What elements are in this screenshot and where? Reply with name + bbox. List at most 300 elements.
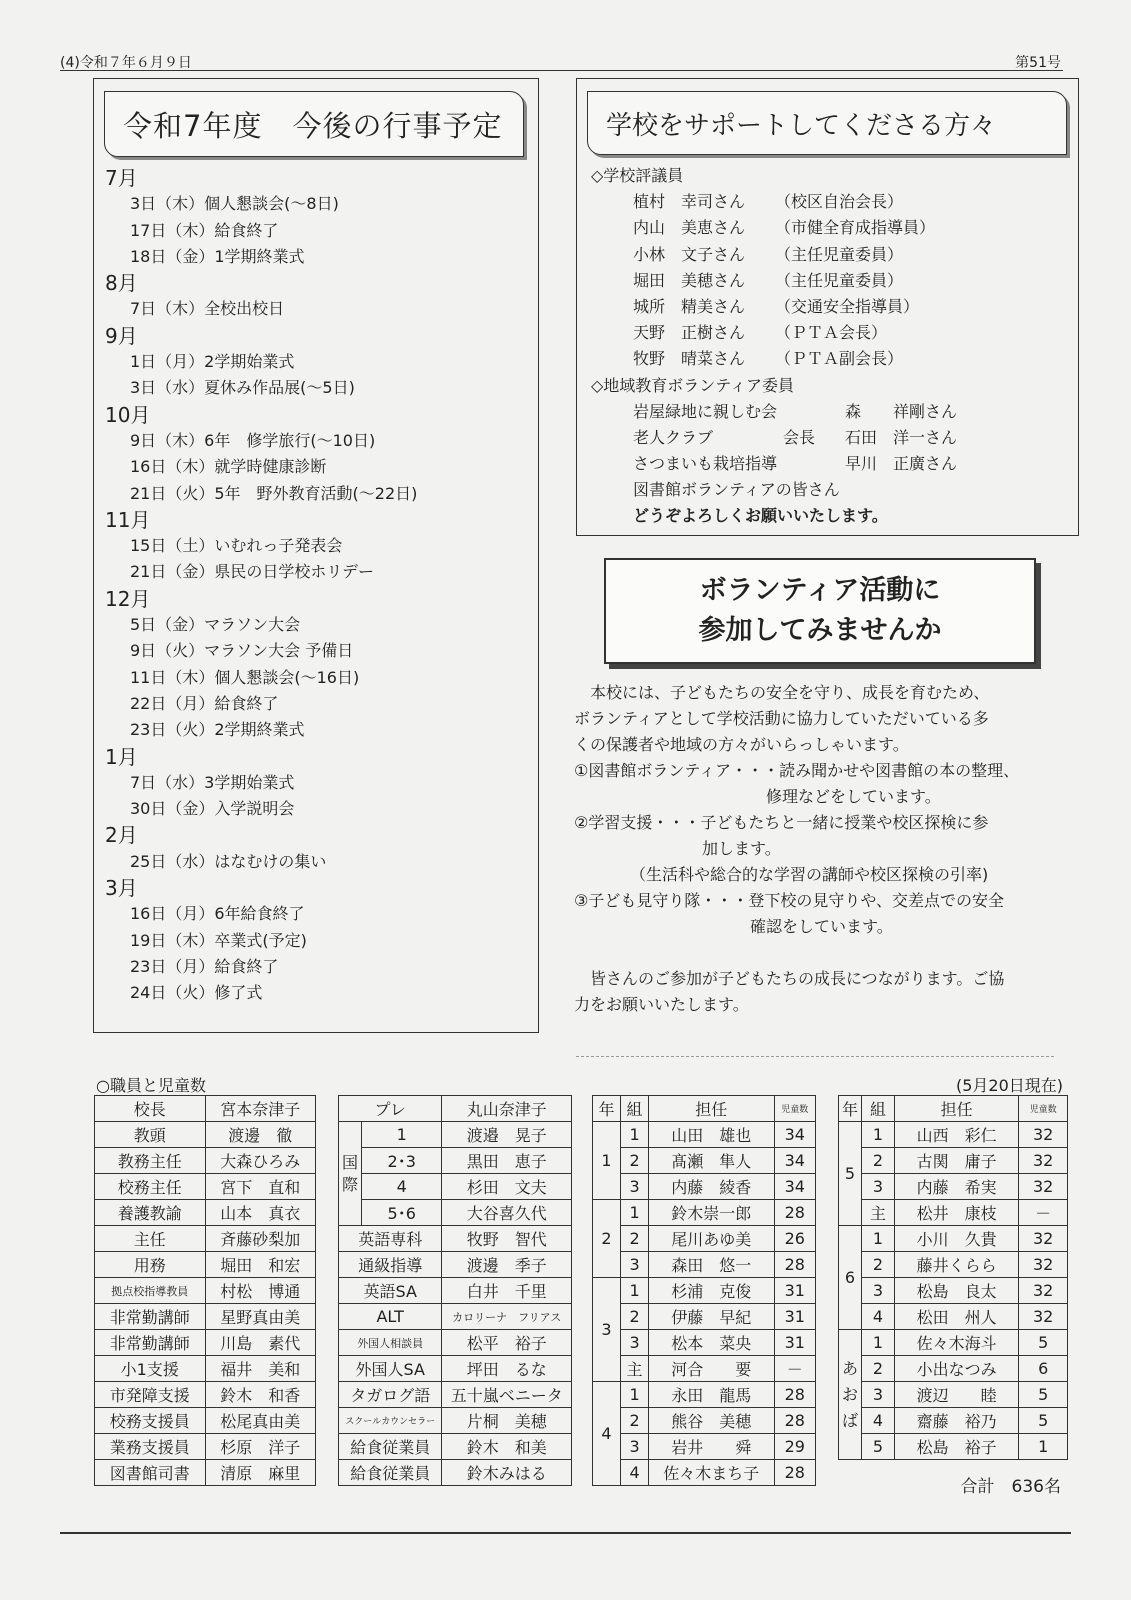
class-teacher: 杉浦 克俊 xyxy=(649,1278,774,1304)
volunteer-org: さつまいも栽培指導 xyxy=(633,454,778,474)
staff-name: 川島 素代 xyxy=(205,1330,316,1356)
councillor-role: （主任児童委員） xyxy=(775,244,904,264)
councillor-heading: ◇学校評議員 xyxy=(591,166,684,185)
class-teacher: 渡辺 睦 xyxy=(894,1382,1018,1408)
class-row xyxy=(593,1148,816,1174)
grade-year: 3 xyxy=(593,1278,621,1382)
specialist-name: 片桐 美穂 xyxy=(442,1408,572,1434)
kokusai-name: 大谷喜久代 xyxy=(442,1200,572,1226)
support-title: 学校をサポートしてくださる方々 xyxy=(587,91,1067,155)
kokusai-name: 杉田 文夫 xyxy=(442,1174,572,1200)
volunteer-line: 修理などをしています。 xyxy=(574,787,941,806)
volunteer-row xyxy=(591,451,1071,477)
schedule-event: 17日（木）給食終了 xyxy=(130,220,279,240)
class-row xyxy=(593,1304,816,1330)
class-count: 5 xyxy=(1019,1330,1068,1356)
schedule-month: 10月 xyxy=(105,402,151,427)
staff-name: 斉藤砂梨加 xyxy=(205,1226,316,1252)
class-count: 32 xyxy=(1019,1148,1068,1174)
staff-role: 小1支援 xyxy=(95,1356,206,1382)
volunteer-line: ③子ども見守り隊・・・登下校の見守りや、交差点での安全 xyxy=(574,891,1005,910)
staff-role: 非常勤講師 xyxy=(95,1304,206,1330)
kokusai-grade: 2･3 xyxy=(362,1148,442,1174)
class-number: 2 xyxy=(621,1148,649,1174)
councillor-row xyxy=(591,189,1071,215)
support-closing: どうぞよろしくお願いいたします。 xyxy=(633,506,888,526)
col-year: 年 xyxy=(839,1096,862,1122)
class-count: 28 xyxy=(774,1460,815,1486)
councillor-role: （校区自治会長） xyxy=(775,192,904,212)
grade-year: あおば xyxy=(839,1330,862,1460)
staff-role: 非常勤講師 xyxy=(95,1330,206,1356)
staff-row xyxy=(95,1096,316,1122)
staff-row xyxy=(95,1434,316,1460)
class-number: 2 xyxy=(862,1252,895,1278)
specialist-role: ALT xyxy=(339,1304,442,1330)
class-row xyxy=(839,1382,1068,1408)
councillor-row xyxy=(591,268,1071,294)
class-number: 3 xyxy=(862,1278,895,1304)
class-count: － xyxy=(774,1356,815,1382)
class-count: 31 xyxy=(774,1330,815,1356)
schedule-event: 22日（月）給食終了 xyxy=(130,693,279,713)
kokusai-grade: 1 xyxy=(362,1122,442,1148)
class-teacher: 鈴木崇一郎 xyxy=(649,1200,774,1226)
staff-name: 清原 麻里 xyxy=(205,1460,316,1486)
class-count: 31 xyxy=(774,1278,815,1304)
date-note: (5月20日現在) xyxy=(955,1076,1063,1095)
staff-role: 図書館司書 xyxy=(95,1460,206,1486)
councillor-role: （主任児童委員） xyxy=(775,270,904,290)
councillor-name: 堀田 美穂さん xyxy=(633,270,746,290)
class-number: 3 xyxy=(862,1174,895,1200)
volunteer-line: ②学習支援・・・子どもたちと一緒に授業や校区探検に参 xyxy=(574,813,989,832)
schedule-event: 21日（火）5年 野外教育活動(～22日) xyxy=(130,483,418,503)
staff-row xyxy=(95,1174,316,1200)
volunteer-name: 森 祥剛さん xyxy=(845,401,958,421)
staff-name: 福井 美和 xyxy=(205,1356,316,1382)
volunteer-text xyxy=(574,680,1054,1018)
specialist-role: 外国人相談員 xyxy=(339,1330,442,1356)
staff-name: 杉原 洋子 xyxy=(205,1434,316,1460)
class-row xyxy=(593,1200,816,1226)
class-teacher: 松本 菜央 xyxy=(649,1330,774,1356)
class-number: 3 xyxy=(621,1330,649,1356)
specialist-row xyxy=(339,1434,572,1460)
councillor-name: 小林 文子さん xyxy=(633,244,746,264)
class-number: 1 xyxy=(621,1122,649,1148)
class-row xyxy=(593,1460,816,1486)
class-count: － xyxy=(1019,1200,1068,1226)
kokusai-name: 渡邉 晃子 xyxy=(442,1122,572,1148)
grade-year: 6 xyxy=(839,1226,862,1330)
staff-role: 校長 xyxy=(95,1096,206,1122)
class-row xyxy=(593,1226,816,1252)
class-teacher: 小出なつみ xyxy=(894,1356,1018,1382)
class-row xyxy=(839,1226,1068,1252)
schedule-month: 2月 xyxy=(105,823,138,848)
volunteer-row xyxy=(591,425,1071,451)
class-count: 32 xyxy=(1019,1252,1068,1278)
staff-role: 校務支援員 xyxy=(95,1408,206,1434)
volunteer-name: 早川 正廣さん xyxy=(845,454,958,474)
class-count: 5 xyxy=(1019,1382,1068,1408)
class-count: 28 xyxy=(774,1252,815,1278)
class-teacher: 山田 雄也 xyxy=(649,1122,774,1148)
class-row xyxy=(593,1252,816,1278)
staff-name: 宮下 直和 xyxy=(205,1174,316,1200)
specialist-table xyxy=(338,1095,572,1486)
grade-year: 5 xyxy=(839,1122,862,1226)
staff-name: 大森ひろみ xyxy=(205,1148,316,1174)
councillor-role: （ＰＴＡ会長） xyxy=(775,323,888,343)
schedule-event: 16日（月）6年給食終了 xyxy=(130,904,305,924)
col-class: 組 xyxy=(862,1096,895,1122)
staff-row xyxy=(95,1122,316,1148)
class-number: 1 xyxy=(621,1382,649,1408)
class-teacher: 小川 久貴 xyxy=(894,1226,1018,1252)
student-total: 合計 636名 xyxy=(960,1477,1061,1497)
volunteer-line: 加します。 xyxy=(574,839,781,858)
staff-row xyxy=(95,1200,316,1226)
councillor-name: 天野 正樹さん xyxy=(633,323,746,343)
councillor-row xyxy=(591,215,1071,241)
class-row xyxy=(839,1408,1068,1434)
staff-name: 渡邊 徹 xyxy=(205,1122,316,1148)
class-number: 2 xyxy=(862,1148,895,1174)
schedule-month: 1月 xyxy=(105,744,138,769)
schedule-event: 21日（金）県民の日学校ホリデー xyxy=(130,562,375,582)
specialist-role: 英語SA xyxy=(339,1278,442,1304)
specialist-name: カロリーナ フリアス xyxy=(442,1304,572,1330)
staff-role: 教頭 xyxy=(95,1122,206,1148)
specialist-name: 五十嵐ベニータ xyxy=(442,1382,572,1408)
kokusai-row xyxy=(339,1122,572,1148)
issue-number: 第51号 xyxy=(1015,55,1061,71)
class-number: 3 xyxy=(621,1434,649,1460)
volunteer-title-box xyxy=(604,558,1036,664)
staff-name: 星野真由美 xyxy=(205,1304,316,1330)
schedule-event: 24日（火）修了式 xyxy=(130,983,263,1003)
kokusai-grade: 5･6 xyxy=(362,1200,442,1226)
support-list xyxy=(591,163,1071,530)
class-teacher: 藤井くらら xyxy=(894,1252,1018,1278)
staff-row xyxy=(95,1304,316,1330)
specialist-role: 給食従業員 xyxy=(339,1460,442,1486)
class-count: 1 xyxy=(1019,1434,1068,1460)
pre-label: プレ xyxy=(339,1096,442,1122)
councillor-name: 内山 美恵さん xyxy=(633,218,746,238)
specialist-row xyxy=(339,1330,572,1356)
schedule-list xyxy=(104,165,534,1007)
class-row xyxy=(839,1252,1068,1278)
volunteer-title-line1: ボランティア活動に xyxy=(699,575,941,606)
class-number: 3 xyxy=(862,1382,895,1408)
class-row xyxy=(839,1174,1068,1200)
councillor-row xyxy=(591,242,1071,268)
class-teacher: 森田 悠一 xyxy=(649,1252,774,1278)
councillor-name: 城所 精美さん xyxy=(633,296,746,316)
support-panel xyxy=(576,78,1079,536)
specialist-row xyxy=(339,1096,572,1122)
schedule-month: 9月 xyxy=(105,323,138,348)
specialist-role: タガログ語 xyxy=(339,1382,442,1408)
class-table-left xyxy=(592,1095,816,1486)
schedule-event: 30日（金）入学説明会 xyxy=(130,799,295,819)
staff-row xyxy=(95,1226,316,1252)
staff-row xyxy=(95,1148,316,1174)
divider xyxy=(576,1056,1054,1057)
councillor-name: 植村 幸司さん xyxy=(633,192,746,212)
class-header-row xyxy=(593,1096,816,1122)
specialist-name: 松平 裕子 xyxy=(442,1330,572,1356)
staff-role: 拠点校指導教員 xyxy=(95,1278,206,1304)
schedule-event: 16日（木）就学時健康診断 xyxy=(130,457,327,477)
class-count: 32 xyxy=(1019,1174,1068,1200)
volunteer-title-line2: 参加してみませんか xyxy=(698,615,942,646)
class-count: 32 xyxy=(1019,1226,1068,1252)
class-count: 28 xyxy=(774,1382,815,1408)
staff-row xyxy=(95,1408,316,1434)
class-number: 1 xyxy=(621,1200,649,1226)
class-teacher: 松島 裕子 xyxy=(894,1434,1018,1460)
class-count: 29 xyxy=(774,1434,815,1460)
staff-name: 山本 真衣 xyxy=(205,1200,316,1226)
schedule-event: 25日（水）はなむけの集い xyxy=(130,851,327,871)
schedule-event: 5日（金）マラソン大会 xyxy=(130,615,301,635)
specialist-row xyxy=(339,1356,572,1382)
staff-role: 市発障支援 xyxy=(95,1382,206,1408)
staff-table xyxy=(94,1095,316,1486)
volunteer-org: 老人クラブ xyxy=(633,427,714,447)
class-number: 5 xyxy=(862,1434,895,1460)
class-row xyxy=(839,1330,1068,1356)
class-teacher: 佐々木まち子 xyxy=(649,1460,774,1486)
staff-role: 養護教諭 xyxy=(95,1200,206,1226)
staff-role: 教務主任 xyxy=(95,1148,206,1174)
staff-row xyxy=(95,1252,316,1278)
volunteer-line: 確認をしています。 xyxy=(574,917,893,936)
specialist-row xyxy=(339,1408,572,1434)
volunteer-name: 石田 洋一さん xyxy=(845,427,958,447)
class-number: 主 xyxy=(621,1356,649,1382)
schedule-event: 3日（水）夏休み作品展(～5日) xyxy=(130,378,355,398)
class-teacher: 伊藤 早紀 xyxy=(649,1304,774,1330)
schedule-title: 令和7年度 今後の行事予定 xyxy=(104,91,524,157)
schedule-month: 7月 xyxy=(105,166,138,190)
class-count: 34 xyxy=(774,1174,815,1200)
class-number: 1 xyxy=(862,1330,895,1356)
class-number: 1 xyxy=(621,1278,649,1304)
class-row xyxy=(593,1408,816,1434)
schedule-event: 7日（木）全校出校日 xyxy=(130,299,285,319)
staff-row xyxy=(95,1356,316,1382)
class-number: 2 xyxy=(621,1304,649,1330)
specialist-row xyxy=(339,1460,572,1486)
class-row xyxy=(839,1278,1068,1304)
schedule-event: 15日（土）いむれっ子発表会 xyxy=(130,536,343,556)
class-row xyxy=(839,1122,1068,1148)
specialist-name: 鈴木 和美 xyxy=(442,1434,572,1460)
staff-name: 鈴木 和香 xyxy=(205,1382,316,1408)
class-number: 3 xyxy=(621,1174,649,1200)
class-row xyxy=(593,1174,816,1200)
specialist-role: 給食従業員 xyxy=(339,1434,442,1460)
volunteer-line: 本校には、子どもたちの安全を守り、成長を育むため、 xyxy=(574,683,990,702)
class-teacher: 河合 要 xyxy=(649,1356,774,1382)
pre-name: 丸山奈津子 xyxy=(442,1096,572,1122)
col-teacher: 担任 xyxy=(894,1096,1018,1122)
councillor-row xyxy=(591,294,1071,320)
volunteer-role: 会長 xyxy=(783,427,816,447)
class-teacher: 熊谷 美穂 xyxy=(649,1408,774,1434)
class-row xyxy=(593,1330,816,1356)
library-volunteers: 図書館ボランティアの皆さん xyxy=(633,480,840,500)
councillor-row xyxy=(591,320,1071,346)
col-year: 年 xyxy=(593,1096,621,1122)
class-number: 主 xyxy=(862,1200,895,1226)
header-date: (4)令和７年６月９日 xyxy=(60,55,192,71)
class-row xyxy=(593,1122,816,1148)
staff-name: 宮本奈津子 xyxy=(205,1096,316,1122)
header-rule xyxy=(60,70,1063,71)
schedule-month: 3月 xyxy=(105,876,138,901)
specialist-row xyxy=(339,1226,572,1252)
col-teacher: 担任 xyxy=(649,1096,774,1122)
volunteer-row xyxy=(591,399,1071,425)
staff-row xyxy=(95,1278,316,1304)
class-teacher: 松田 州人 xyxy=(894,1304,1018,1330)
schedule-event: 18日（金）1学期終業式 xyxy=(130,246,305,266)
class-count: 28 xyxy=(774,1408,815,1434)
class-count: 32 xyxy=(1019,1122,1068,1148)
staff-row xyxy=(95,1460,316,1486)
class-teacher: 髙瀬 隼人 xyxy=(649,1148,774,1174)
specialist-name: 鈴木みはる xyxy=(442,1460,572,1486)
staff-role: 校務主任 xyxy=(95,1174,206,1200)
specialist-row xyxy=(339,1278,572,1304)
volunteer-line xyxy=(574,940,1054,966)
class-teacher: 岩井 舜 xyxy=(649,1434,774,1460)
schedule-month: 8月 xyxy=(105,271,138,296)
kokusai-grade: 4 xyxy=(362,1174,442,1200)
volunteer-org: 岩屋緑地に親しむ会 xyxy=(633,401,778,421)
class-number: 2 xyxy=(621,1408,649,1434)
councillor-role: （交通安全指導員） xyxy=(775,296,920,316)
specialist-row xyxy=(339,1304,572,1330)
staff-row xyxy=(95,1382,316,1408)
councillor-role: （ＰＴＡ副会長） xyxy=(775,349,904,369)
schedule-event: 23日（火）2学期終業式 xyxy=(130,720,305,740)
class-teacher: 内藤 綾香 xyxy=(649,1174,774,1200)
specialist-row xyxy=(339,1382,572,1408)
councillor-role: （市健全育成指導員） xyxy=(775,218,936,238)
class-teacher: 内藤 希実 xyxy=(894,1174,1018,1200)
class-count: 34 xyxy=(774,1148,815,1174)
staff-name: 松尾真由美 xyxy=(205,1408,316,1434)
class-row xyxy=(593,1434,816,1460)
class-count: 5 xyxy=(1019,1408,1068,1434)
class-count: 26 xyxy=(774,1226,815,1252)
class-number: 2 xyxy=(862,1356,895,1382)
class-teacher: 齋藤 裕乃 xyxy=(894,1408,1018,1434)
volunteer-line: ボランティアとして学校活動に協力していただいている多 xyxy=(574,709,989,728)
class-count: 28 xyxy=(774,1200,815,1226)
class-row xyxy=(839,1304,1068,1330)
class-row xyxy=(593,1382,816,1408)
class-header-row xyxy=(839,1096,1068,1122)
councillor-name: 牧野 晴菜さん xyxy=(633,349,746,369)
schedule-month: 12月 xyxy=(105,586,151,611)
specialist-role: 通級指導 xyxy=(339,1252,442,1278)
staff-role: 業務支援員 xyxy=(95,1434,206,1460)
volunteer-line: くの保護者や地域の方々がいらっしゃいます。 xyxy=(574,735,909,754)
class-number: 1 xyxy=(862,1122,895,1148)
class-teacher: 松島 良太 xyxy=(894,1278,1018,1304)
class-row xyxy=(593,1278,816,1304)
class-teacher: 永田 龍馬 xyxy=(649,1382,774,1408)
class-table-right xyxy=(838,1095,1068,1460)
staff-name: 村松 博通 xyxy=(205,1278,316,1304)
specialist-role: 英語専科 xyxy=(339,1226,442,1252)
volunteer-line: ①図書館ボランティア・・・読み聞かせや図書館の本の整理、 xyxy=(574,761,1020,780)
class-row xyxy=(839,1200,1068,1226)
kokusai-name: 黒田 恵子 xyxy=(442,1148,572,1174)
class-number: 4 xyxy=(862,1408,895,1434)
schedule-panel xyxy=(93,78,539,1033)
staff-name: 堀田 和宏 xyxy=(205,1252,316,1278)
class-number: 4 xyxy=(862,1304,895,1330)
specialist-role: 外国人SA xyxy=(339,1356,442,1382)
schedule-event: 19日（木）卒業式(予定) xyxy=(130,930,307,950)
class-row xyxy=(839,1434,1068,1460)
schedule-event: 23日（月）給食終了 xyxy=(130,956,279,976)
staff-row xyxy=(95,1330,316,1356)
specialist-role: スクールカウンセラー xyxy=(339,1408,442,1434)
specialist-name: 坪田 るな xyxy=(442,1356,572,1382)
col-class: 組 xyxy=(621,1096,649,1122)
specialist-name: 白井 千里 xyxy=(442,1278,572,1304)
class-row xyxy=(839,1356,1068,1382)
staff-heading: ○職員と児童数 xyxy=(96,1076,206,1095)
schedule-event: 7日（水）3学期始業式 xyxy=(130,772,295,792)
volunteer-line: （生活科や総合的な学習の講師や校区探検の引率) xyxy=(574,865,989,884)
kokusai-row xyxy=(339,1148,572,1174)
staff-role: 用務 xyxy=(95,1252,206,1278)
class-number: 4 xyxy=(621,1460,649,1486)
class-row xyxy=(593,1356,816,1382)
class-number: 3 xyxy=(621,1252,649,1278)
specialist-name: 渡邊 季子 xyxy=(442,1252,572,1278)
specialist-row xyxy=(339,1252,572,1278)
schedule-event: 1日（月）2学期始業式 xyxy=(130,352,295,372)
class-teacher: 松井 康枝 xyxy=(894,1200,1018,1226)
col-count: 児童数 xyxy=(1019,1096,1068,1122)
volunteer-line: 力をお願いいたします。 xyxy=(574,995,749,1014)
class-teacher: 古関 庸子 xyxy=(894,1148,1018,1174)
class-count: 32 xyxy=(1019,1278,1068,1304)
specialist-name: 牧野 智代 xyxy=(442,1226,572,1252)
footer-rule xyxy=(60,1532,1071,1534)
class-teacher: 佐々木海斗 xyxy=(894,1330,1018,1356)
class-teacher: 山西 彩仁 xyxy=(894,1122,1018,1148)
class-count: 34 xyxy=(774,1122,815,1148)
class-teacher: 尾川あゆ美 xyxy=(649,1226,774,1252)
schedule-event: 3日（木）個人懇談会(～8日) xyxy=(130,194,339,214)
councillor-row xyxy=(591,346,1071,372)
volunteer-committee-heading: ◇地域教育ボランティア委員 xyxy=(591,375,795,395)
volunteer-line: 皆さんのご参加が子どもたちの成長につながります。ご協 xyxy=(574,969,1005,988)
